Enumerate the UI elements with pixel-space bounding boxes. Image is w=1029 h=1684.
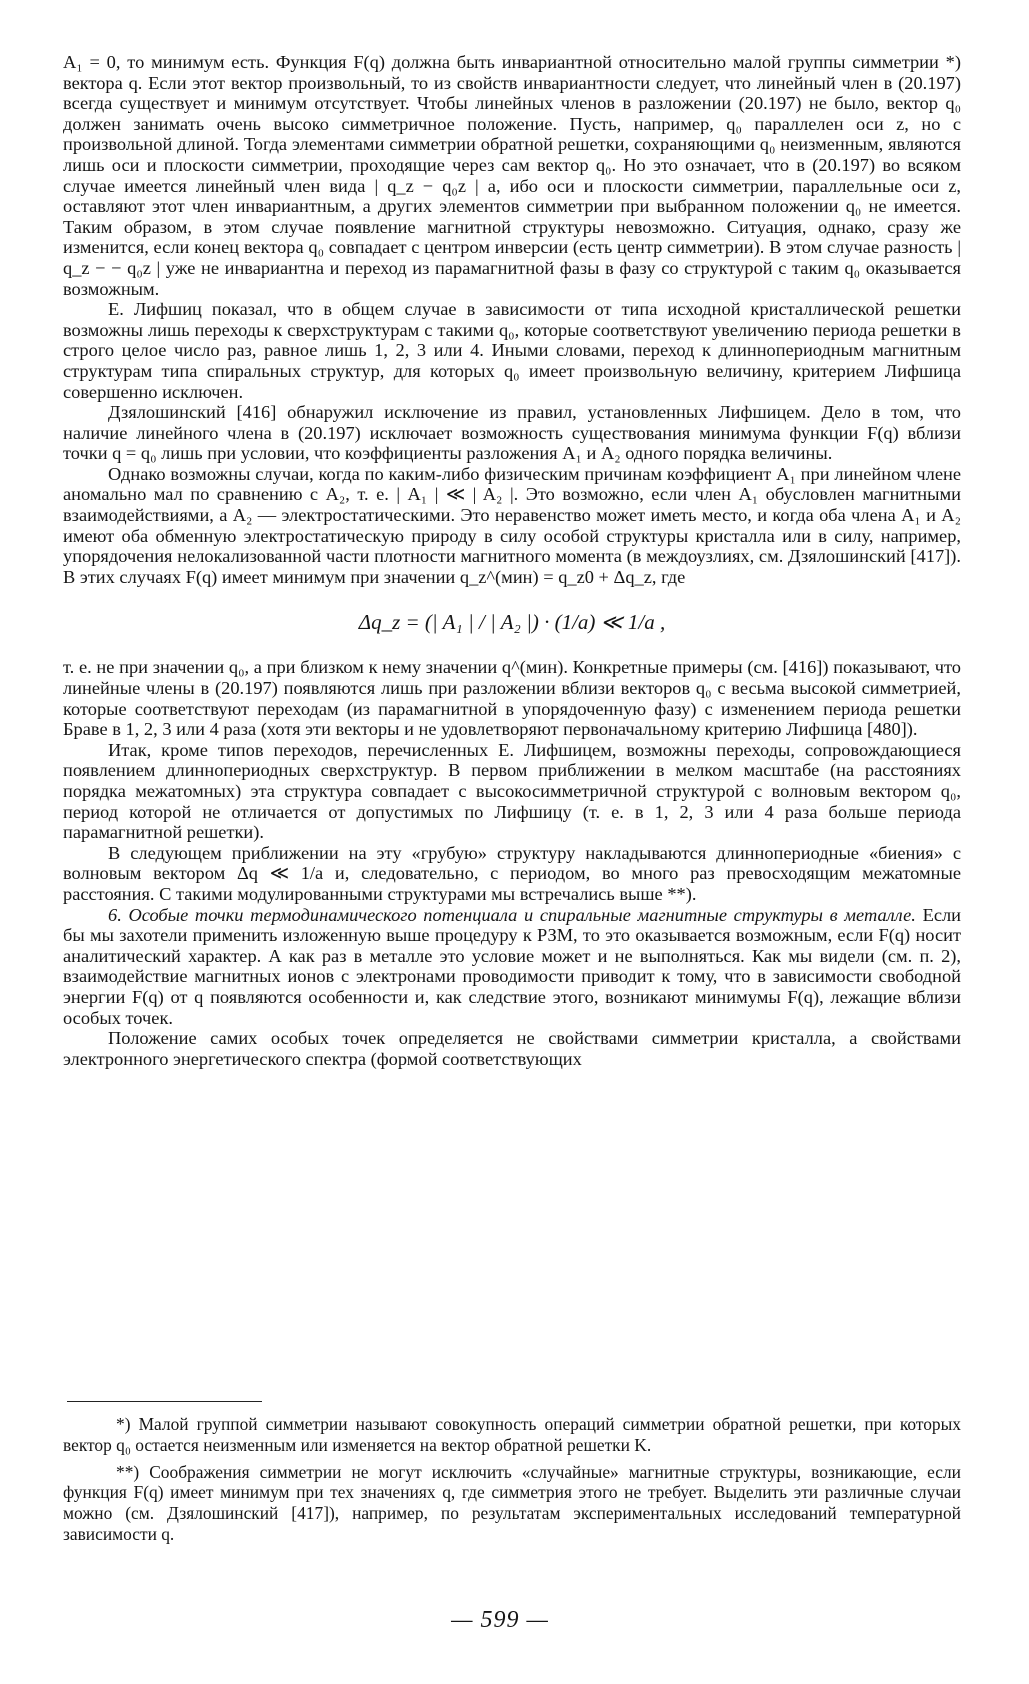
paragraph-3: Дзялошинский [416] обнаружил исключение из правил, установленных Лифшицем. Дело в том, что наличие линейного члена в (20.197) исключает возможность существования минимума функции F(q) вблизи точки q = q₀ лишь при условии, что коэффициенты разложения A₁ и A₂ одного порядка величины. [63, 402, 961, 464]
footnote-rule [67, 1401, 262, 1402]
footnotes [63, 1414, 961, 1545]
main-text [63, 52, 961, 1069]
footnote-2: **) Соображения симметрии не могут исключить «случайные» магнитные структуры, возникающие, если функция F(q) имеет минимум при тех значениях q, где симметрия этого не требует. Выделить эти различные случаи можно (см. Дзялошинский [417]), например, по результатам экспериментальных исследований температурной зависимости q. [63, 1461, 961, 1544]
paragraph-6: Итак, кроме типов переходов, перечисленных Е. Лифшицем, возможны переходы, сопровождающиеся появлением длиннопериодных сверхструктур. В первом приближении в мелком масштабе (на расстояниях порядка межатомных) эта структура совпадает с высокосимметричной структурой с волновым вектором q₀, период которой не отличается от допустимых по Лифшицу (т. е. в 1, 2, 3 или 4 раза больше периода парамагнитной решетки). [63, 739, 961, 843]
paragraph-2: Е. Лифшиц показал, что в общем случае в зависимости от типа исходной кристаллической решетки возможны лишь переходы к сверхструктурам с такими q₀, которые соответствуют увеличению периода решетки в строго целое число раз, равное лишь 1, 2, 3 или 4. Иными словами, переход к длиннопериодным магнитным структурам типа спиральных структур, для которых q₀ имеет произвольную величину, критерием Лифшица совершенно исключен. [63, 299, 961, 402]
paragraph-7: В следующем приближении на эту «грубую» структуру накладываются длиннопериодные «биения» с волновым вектором Δq ≪ 1/a и, следовательно, с периодом, во много раз превосходящим межатомные расстояния. С такими модулированными структурами мы встречались выше **). [63, 842, 961, 904]
paragraph-5: т. е. не при значении q₀, а при близком к нему значении q^(мин). Конкретные примеры (см. [416]) показывают, что линейные члены в (20.197) появляются лишь при разложении вблизи векторов q₀ с весьма высокой симметрией, которые соответствуют переходам (из парамагнитной в упорядоченную фазу) с изменением периода решетки Браве в 1, 2, 3 или 4 раза (хотя эти векторы и не удовлетворяют первоначальному критерию Лифшица [480]). [63, 657, 961, 740]
page-number: — 599 — [451, 1607, 549, 1633]
paragraph-8 [63, 905, 961, 1029]
section-6-title: 6. Особые точки термодинамического потенциала и спиральные магнитные структуры в металле. [108, 904, 916, 925]
paragraph-4: Однако возможны случаи, когда по каким-либо физическим причинам коэффициент A₁ при линейном члене аномально мал по сравнению с A₂, т. е. | A₁ | ≪ | A₂ |. Это возможно, если член A₁ обусловлен магнитными взаимодействиями, а A₂ — электростатическими. Это неравенство может иметь место, и когда оба члена A₁ и A₂ имеют оба обменную электростатическую природу в силу особой структуры кристалла или в силу, например, упорядочения нелокализованной части плотности магнитного момента (в междоузлиях, см. Дзялошинский [417]). В этих случаях F(q) имеет минимум при значении q_z^(мин) = q_z0 + Δq_z, где [63, 463, 961, 587]
paragraph-8-text: Если бы мы захотели применить изложенную выше процедуру к РЗМ, то это оказывается возможным, если F(q) носит аналитический характер. А как раз в металле это условие может и не выполняться. Как мы видели (см. п. 2), взаимодействие магнитных ионов с электронами проводимости приводит к тому, что в зависимости свободной энергии F(q) от q появляются особенности и, как следствие этого, возникают минимумы F(q), лежащие вблизи особых точек. [63, 904, 962, 1028]
paragraph-1: A₁ = 0, то минимум есть. Функция F(q) должна быть инвариантной относительно малой группы симметрии *) вектора q. Если этот вектор произвольный, то из свойств инвариантности следует, что линейный член в (20.197) всегда существует и минимум отсутствует. Чтобы линейных членов в разложении (20.197) не было, вектор q₀ должен занимать очень высоко симметричное положение. Пусть, например, q₀ параллелен оси z, но с произвольной длиной. Тогда элементами симметрии обратной решетки, сохраняющими q₀ неизменным, являются лишь оси и плоскости симметрии, проходящие через сам вектор q₀. Но это означает, что в (20.197) во всяком случае имеется линейный член вида | q_z − q₀z | a, ибо оси и плоскости симметрии, параллельные оси z, оставляют этот член инвариантным, а других элементов симметрии при выбранном положении q₀ не имеется. Таким образом, в этом случае появление магнитной структуры невозможно. Ситуация, однако, сразу же изменится, если конец вектора q₀ совпадает с центром инверсии (есть центр симметрии). В этом случае разность | q_z − − q₀z | уже не инвариантна и переход из парамагнитной фазы в фазу со структурой с таким q₀ оказывается возможным. [63, 52, 961, 299]
paragraph-9: Положение самих особых точек определяется не свойствами симметрии кристалла, а свойствами электронного энергетического спектра (формой соответствующих [63, 1028, 961, 1069]
display-formula: Δq_z = (| A₁ | / | A₂ |) · (1/a) ≪ 1/a , [358, 610, 666, 635]
footnote-1: *) Малой группой симметрии называют совокупность операций симметрии обратной решетки, при которых вектор q₀ остается неизменным или изменяется на вектор обратной решетки K. [63, 1414, 961, 1455]
